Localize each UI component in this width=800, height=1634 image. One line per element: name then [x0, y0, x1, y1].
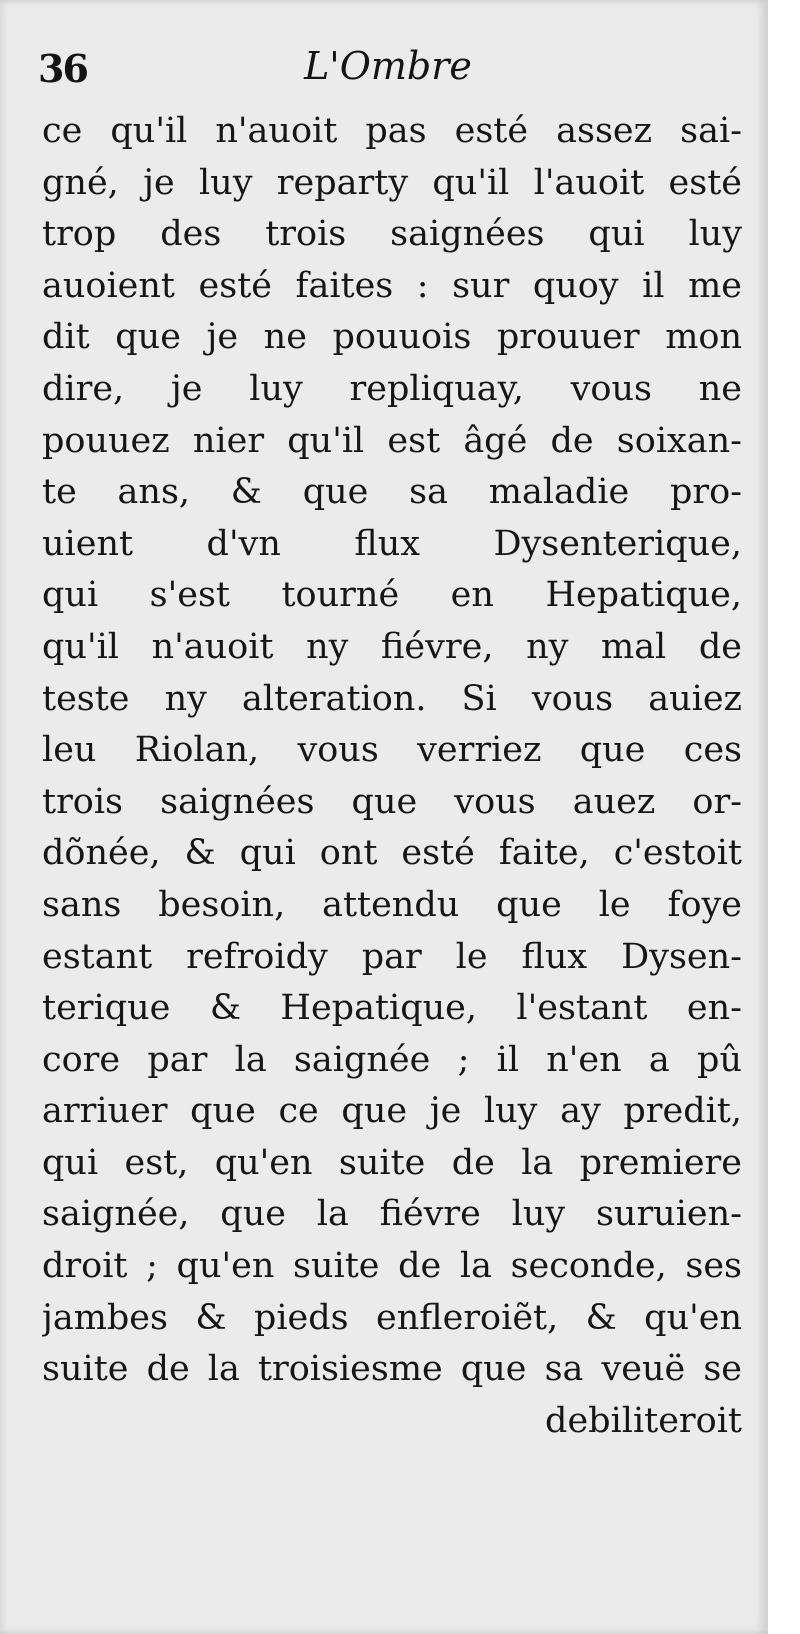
text-line: teste ny alteration. Si vous auiez — [42, 678, 742, 719]
text-line: auoient esté faites : sur quoy il me — [42, 265, 742, 306]
text-line: leu Riolan, vous verriez que ces — [42, 730, 742, 771]
text-line: trois saignées que vous auez or- — [42, 781, 742, 822]
page-number: 36 — [38, 46, 87, 91]
text-line: arriuer que ce que je luy ay predit, — [42, 1091, 742, 1132]
text-line: dire, je luy repliquay, vous ne — [42, 368, 742, 409]
text-line: jambes & pieds enfleroiẽt, & qu'en — [42, 1297, 742, 1338]
text-line: suite de la troisiesme que sa veuë se — [42, 1349, 742, 1390]
text-line: qu'il n'auoit ny fiévre, ny mal de — [42, 626, 742, 667]
text-line: ce qu'il n'auoit pas esté assez sai- — [42, 111, 742, 151]
text-line: core par la saignée ; il n'en a pû — [42, 1039, 742, 1080]
running-head — [38, 40, 738, 100]
text-line: dõnée, & qui ont esté faite, c'estoit — [42, 833, 742, 874]
text-line-catchword: debiliteroit — [545, 1400, 742, 1441]
body-text — [42, 106, 742, 1447]
text-line: uient d'vn flux Dysenterique, — [42, 523, 742, 564]
text-line: gné, je luy reparty qu'il l'auoit esté — [42, 162, 742, 203]
text-line: dit que je ne pouuois prouuer mon — [42, 317, 742, 358]
text-line: qui s'est tourné en Hepatique, — [42, 575, 742, 616]
text-line: droit ; qu'en suite de la seconde, ses — [42, 1246, 742, 1287]
text-line: saignée, que la fiévre luy suruien- — [42, 1194, 742, 1235]
running-title: L'Ombre — [304, 44, 472, 88]
text-line: estant refroidy par le flux Dysen- — [42, 936, 742, 977]
text-line: sans besoin, attendu que le foye — [42, 884, 742, 925]
text-line: trop des trois saignées qui luy — [42, 214, 742, 255]
text-line: qui est, qu'en suite de la premiere — [42, 1142, 742, 1183]
text-line: terique & Hepatique, l'estant en- — [42, 988, 742, 1029]
text-line: te ans, & que sa maladie pro- — [42, 472, 742, 513]
text-line: pouuez nier qu'il est âgé de soixan- — [42, 420, 742, 461]
